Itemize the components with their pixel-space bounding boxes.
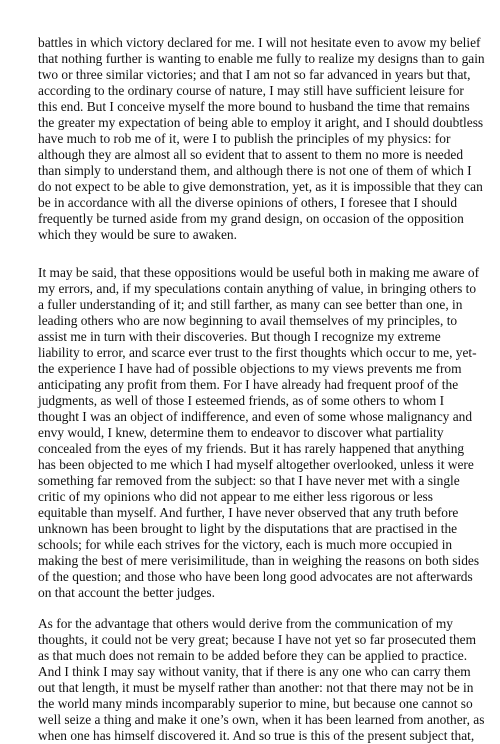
text-line: according to the ordinary course of nature, I may still have sufficient leisure for	[38, 83, 464, 98]
text-line: unknown has been brought to light by the disputations that are practised in the	[38, 521, 458, 536]
text-line: As for the advantage that others would derive from the communication of my	[38, 616, 453, 631]
text-line: assist me in turn with their discoveries. But though I recognize my extreme	[38, 329, 441, 344]
text-line: concealed from the eyes of my friends. But it has rarely happened that anything	[38, 441, 465, 456]
text-line: battles in which victory declared for me. I will not hesitate even to avow my belief	[38, 35, 481, 50]
text-line: critic of my opinions who did not appear to me either less rigorous or less	[38, 489, 433, 504]
text-line: be in accordance with all the diverse opinions of others, I foresee that I should	[38, 195, 458, 210]
text-line: well seize a thing and make it one’s own, when it has been learned from another, as	[38, 712, 485, 727]
text-line: judgments, as well of those I esteemed friends, as of some others to whom I	[38, 393, 445, 408]
text-line: that nothing further is wanting to enable me fully to realize my designs than to gain	[38, 51, 485, 66]
text-line: has been objected to me which I had myself altogether overlooked, unless it were	[38, 457, 474, 472]
text-line: do not expect to be able to give demonstration, yet, as it is impossible that they can	[38, 179, 483, 194]
text-line: equitable than myself. And further, I have never observed that any truth before	[38, 505, 459, 520]
text-line: my errors, and, if my speculations contain anything of value, in bringing others to	[38, 281, 477, 296]
text-line: something far removed from the subject: so that I have never met with a single	[38, 473, 460, 488]
text-line: It may be said, that these oppositions would be useful both in making me aware of	[38, 265, 480, 280]
text-line: have much to rob me of it, were I to publish the principles of my physics: for	[38, 131, 451, 146]
text-line: the experience I have had of possible objections to my views prevents me from	[38, 361, 462, 376]
text-line: which they would be sure to awaken.	[38, 227, 237, 242]
text-line: the world many minds incomparably superior to mine, but because one cannot so	[38, 696, 473, 711]
text-line: frequently be turned aside from my grand design, on occasion of the opposition	[38, 211, 464, 226]
text-line: And I think I may say without vanity, that if there is any one who can carry them	[38, 664, 471, 679]
text-line: schools; for while each strives for the victory, each is much more occupied in	[38, 537, 453, 552]
text-line: this end. But I conceive myself the more bound to husband the time that remains	[38, 99, 470, 114]
text-line: when one has himself discovered it. And so true is this of the present subject that,	[38, 728, 475, 743]
text-line: envy would, I knew, determine them to endeavor to discover what partiality	[38, 425, 444, 440]
text-line: the greater my expectation of being able to employ it aright, and I should doubtless	[38, 115, 484, 130]
text-line: anticipating any profit from them. For I have already had frequent proof of the	[38, 377, 459, 392]
text-line: two or three similar victories; and that I am not so far advanced in years but that,	[38, 67, 471, 82]
text-line: thought I was an object of indifference, and even of some whose malignancy and	[38, 409, 473, 424]
text-line: leading others who are now beginning to avail themselves of my principles, to	[38, 313, 458, 328]
text-line: than simply to understand them, and although there is not one of them of which I	[38, 163, 472, 178]
text-line: a fuller understanding of it; and still farther, as many can see better than one, in	[38, 297, 463, 312]
text-line: making the best of mere verisimilitude, than in weighing the reasons on both sides	[38, 553, 480, 568]
text-line: although they are almost all so evident that to assent to them no more is needed	[38, 147, 464, 162]
text-line: out that length, it must be myself rather than another: not that there may not be in	[38, 680, 474, 695]
text-line: liability to error, and scarce ever trust to the first thoughts which occur to me, yet-	[38, 345, 477, 360]
text-line: of the question; and those who have been long good advocates are not afterwards	[38, 569, 473, 584]
text-line: thoughts, it could not be very great; because I have not yet so far prosecuted them	[38, 632, 477, 647]
text-line: on that account the better judges.	[38, 585, 215, 600]
text-line: as that much does not remain to be added before they can be applied to practice.	[38, 648, 468, 663]
